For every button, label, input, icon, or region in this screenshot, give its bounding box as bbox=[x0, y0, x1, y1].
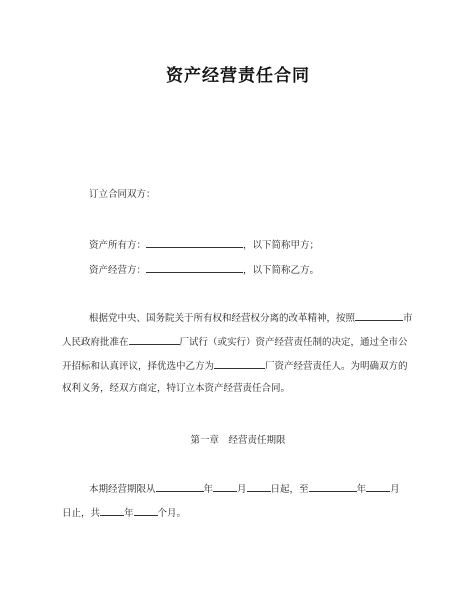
preamble-line-3 bbox=[62, 358, 408, 373]
start-day-blank bbox=[247, 481, 271, 492]
city-blank bbox=[355, 310, 403, 321]
operator-label: 资产经营方： bbox=[89, 265, 147, 276]
term-text: 月 bbox=[390, 484, 400, 495]
preamble-text: 根据党中央、国务院关于所有权和经营权分离的改革精神，按照 bbox=[89, 313, 356, 324]
document-title: 资产经营责任合同 bbox=[166, 66, 310, 86]
preamble-line-4: 权利义务，经双方商定，特订立本资产经营责任合同。 bbox=[62, 383, 291, 394]
term-text: 本期经营期限从 bbox=[89, 484, 156, 495]
preamble-text: 厂资产经营责任人。为明确双方的 bbox=[265, 361, 408, 372]
months-blank bbox=[134, 505, 158, 516]
preamble-line-1 bbox=[89, 310, 413, 325]
term-text: 日起，至 bbox=[270, 484, 309, 495]
preamble-text: 市 bbox=[403, 313, 413, 324]
preamble-line-2 bbox=[62, 334, 408, 349]
preamble-text: 厂试行（或实行）资产经营责任制的决定，通过全市公 bbox=[179, 337, 408, 348]
factory-name-blank bbox=[214, 358, 265, 369]
term-line-1 bbox=[89, 481, 400, 496]
term-line-2 bbox=[62, 505, 186, 520]
term-text: 年 bbox=[124, 508, 134, 519]
chapter-heading: 第一章 经营责任期限 bbox=[190, 435, 286, 446]
owner-label: 资产所有方： bbox=[89, 240, 147, 251]
start-year-blank bbox=[156, 481, 204, 492]
term-text: 年 bbox=[356, 484, 367, 495]
years-blank bbox=[100, 505, 124, 516]
owner-blank bbox=[146, 237, 243, 248]
term-text: 年 bbox=[203, 484, 214, 495]
owner-suffix: ，以下简称甲方； bbox=[243, 240, 320, 251]
owner-line bbox=[89, 237, 319, 252]
operator-line bbox=[89, 262, 319, 277]
preamble-text: 开招标和认真评议，择优选中乙方为 bbox=[62, 361, 215, 372]
term-text: 月 bbox=[237, 484, 247, 495]
term-text: 日止，共 bbox=[62, 508, 101, 519]
operator-suffix: ，以下简称乙方。 bbox=[243, 265, 320, 276]
start-month-blank bbox=[213, 481, 237, 492]
preamble-text: 人民政府批准在 bbox=[62, 337, 129, 348]
parties-intro: 订立合同双方： bbox=[89, 189, 156, 200]
end-month-blank bbox=[366, 481, 390, 492]
term-text: 个月。 bbox=[157, 508, 187, 519]
operator-blank bbox=[146, 262, 243, 273]
factory-blank bbox=[129, 334, 180, 345]
end-year-blank bbox=[309, 481, 357, 492]
